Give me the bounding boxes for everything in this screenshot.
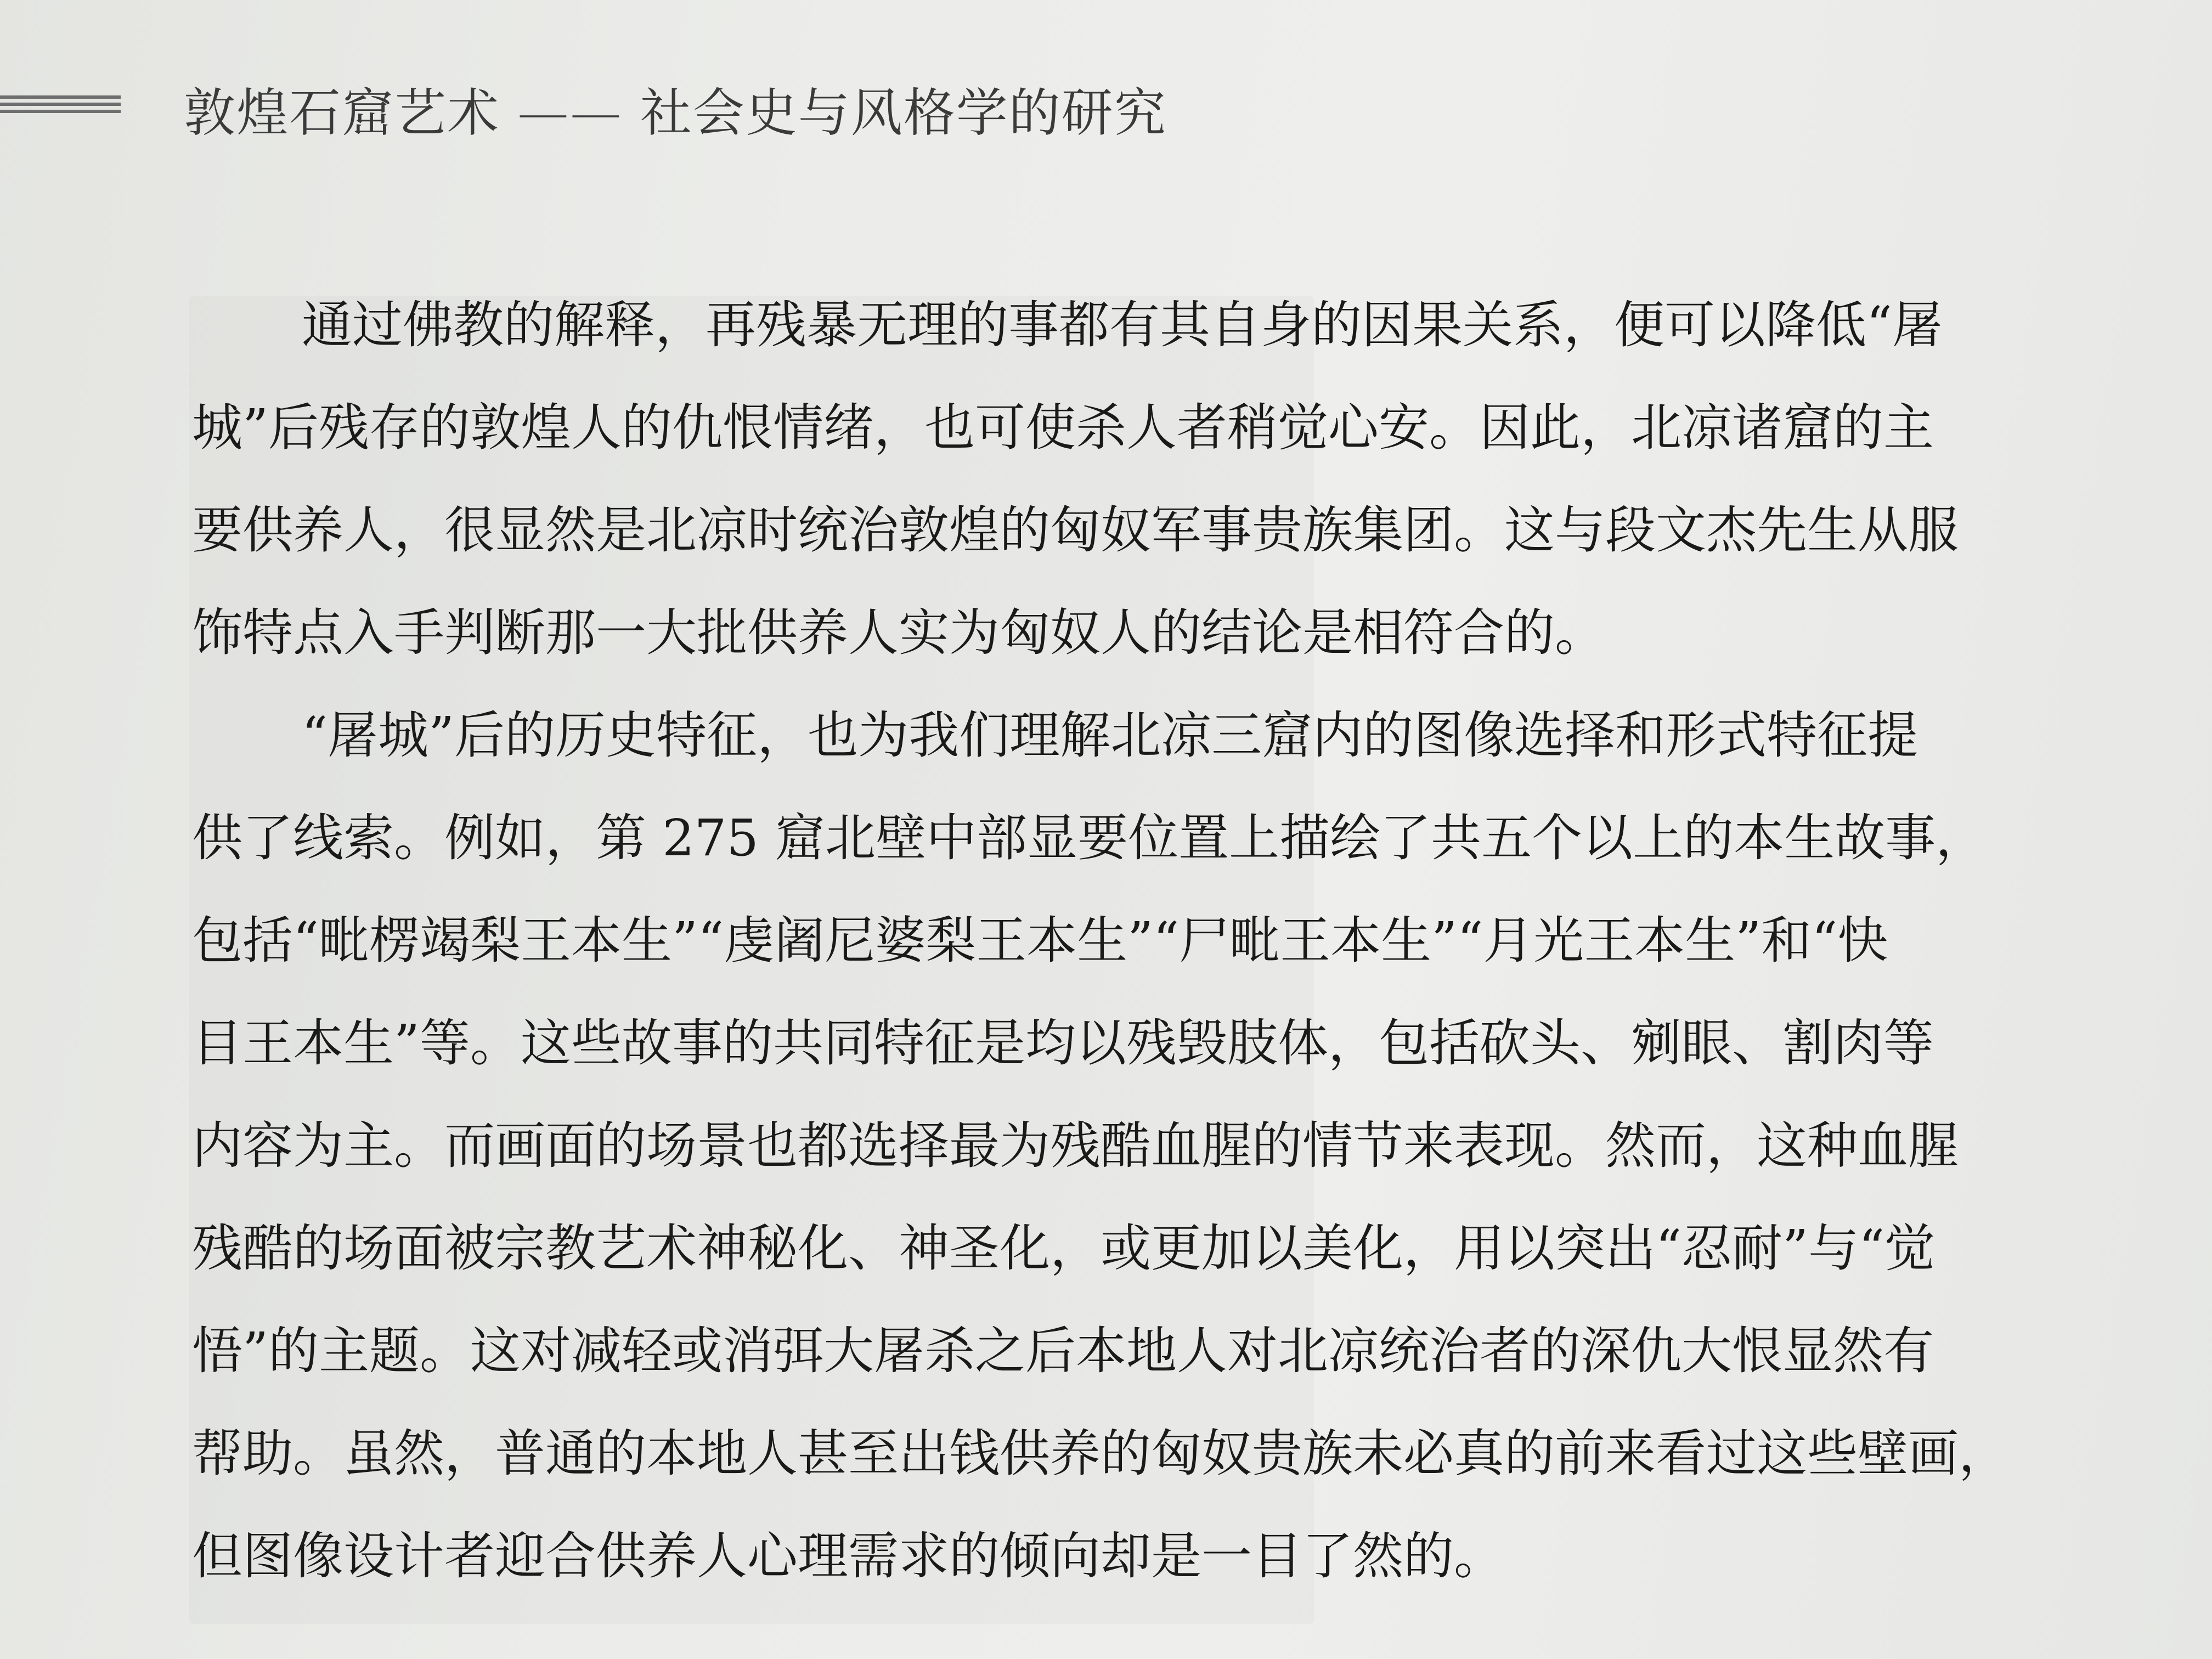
paragraph-1-line-3: 要供养人，很显然是北凉时统治敦煌的匈奴军事贵族集团。这与段文杰先生从服 <box>192 501 1959 560</box>
header-rule-decoration <box>0 95 121 113</box>
paragraph-2-line-6: 残酷的场面被宗教艺术神秘化、神圣化，或更加以美化，用以突出“忍耐”与“觉 <box>192 1219 1936 1278</box>
paragraph-2-line-8: 帮助。虽然，普通的本地人甚至出钱供养的匈奴贵族未必真的前来看过这些壁画， <box>192 1424 2010 1483</box>
paragraph-2-line-9: 但图像设计者迎合供养人心理需求的倾向却是一目了然的。 <box>192 1527 1505 1585</box>
paragraph-2-line-2: 供了线索。例如，第 275 窟北壁中部显要位置上描绘了共五个以上的本生故事， <box>192 809 1987 867</box>
paragraph-1-line-4: 饰特点入手判断那一大批供养人实为匈奴人的结论是相符合的。 <box>192 603 1606 662</box>
paragraph-1-line-1: 通过佛教的解释，再残暴无理的事都有其自身的因果关系，便可以降低“屠 <box>302 296 1943 354</box>
paragraph-2-line-3: 包括“毗楞竭梨王本生”“虔阇尼婆梨王本生”“尸毗王本生”“月光王本生”和“快 <box>192 911 1888 970</box>
paragraph-2-line-7: 悟”的主题。这对减轻或消弭大屠杀之后本地人对北凉统治者的深仇大恨显然有 <box>192 1322 1934 1380</box>
running-header <box>0 71 1317 143</box>
paragraph-2-line-1: “屠城”后的历史特征，也为我们理解北凉三窟内的图像选择和形式特征提 <box>302 706 1918 765</box>
book-title: 敦煌石窟艺术 —— 社会史与风格学的研究 <box>184 83 1167 143</box>
paragraph-1-line-2: 城”后残存的敦煌人的仇恨情绪，也可使杀人者稍觉心安。因此，北凉诸窟的主 <box>192 398 1934 457</box>
paragraph-2-line-5: 内容为主。而画面的场景也都选择最为残酷血腥的情节来表现。然而，这种血腥 <box>192 1116 1959 1175</box>
body-text <box>192 296 2085 1633</box>
paragraph-2-line-4: 目王本生”等。这些故事的共同特征是均以残毁肢体，包括砍头、剜眼、割肉等 <box>192 1014 1934 1073</box>
